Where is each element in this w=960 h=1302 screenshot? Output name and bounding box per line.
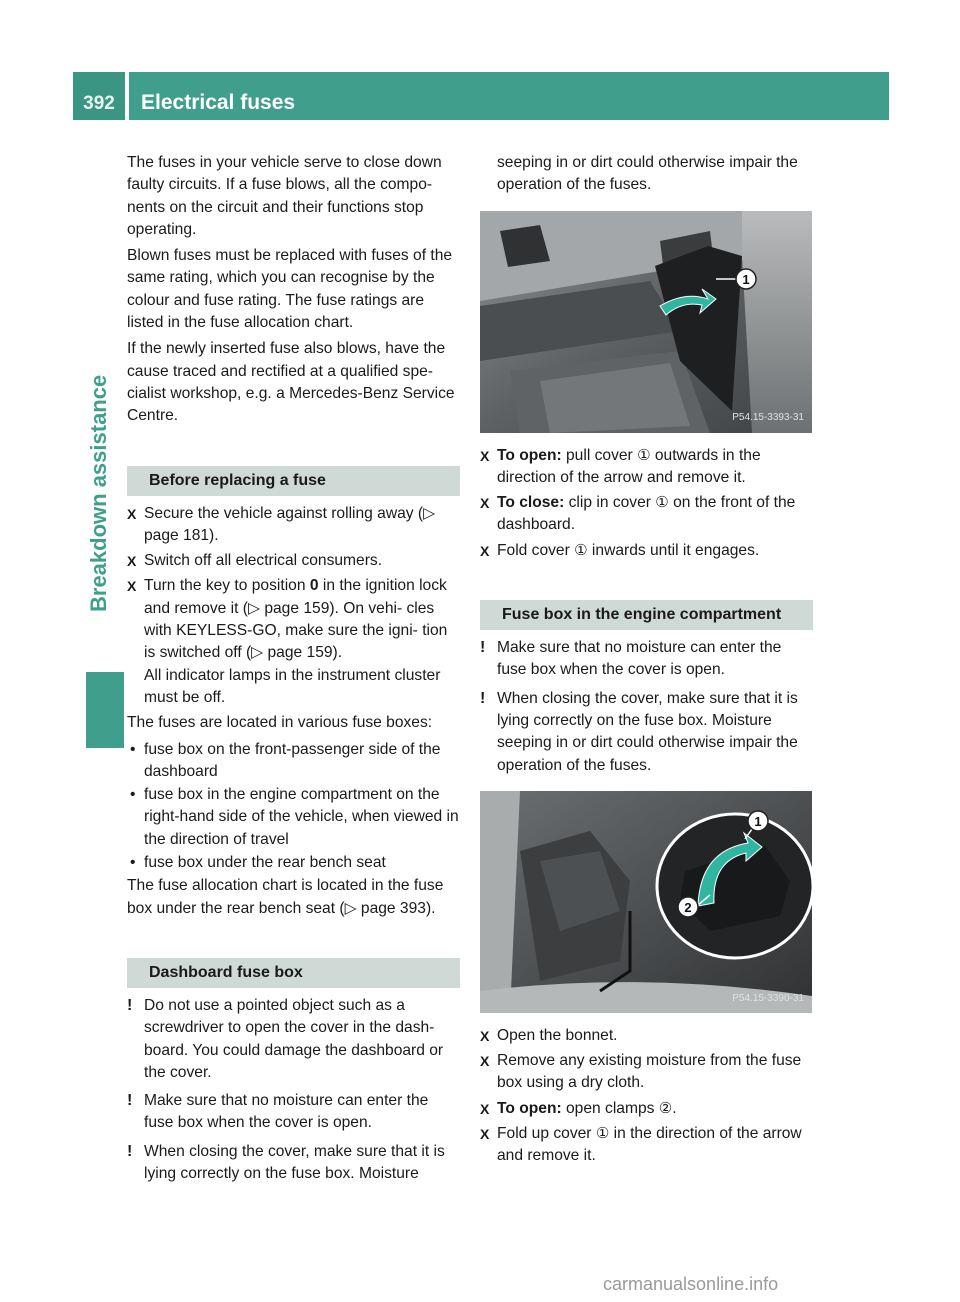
callout-1: 1 [754,813,762,829]
engine-fuse-box-photo [480,791,812,1013]
step-item: X Switch off all electrical consumers. [127,550,460,572]
header-divider [125,72,129,120]
warning-icon: ! [480,639,486,657]
step-note: All indicator lamps in the instrument cluster must be off. [144,666,441,706]
left-column [127,152,460,1190]
side-tab [86,374,116,642]
bullet-dot-icon: • [130,740,136,758]
step-item: X Turn the key to position 0 in the ignition lock and remove it (▷ page 159). On vehi- cles with KEYLESS-GO, make sure the igni- tion is switched off (▷ page 159). All indicator lamps in the instrument cluster must be off. [127,575,460,709]
step-arrow-icon: X [480,1100,490,1117]
step-arrow-icon: X [480,1027,490,1044]
dashboard-fuse-box-photo [480,211,812,433]
intro-paragraph: The fuses in your vehicle serve to close down faulty circuits. If a fuse blows, all the compo- nents on the circuit and their functions stop operating. [127,154,442,238]
warning-item: ! Make sure that no moisture can enter the fuse box when the cover is open. [127,1092,429,1132]
warning-icon: ! [127,1142,133,1160]
step-item: X Fold cover ① inwards until it engages. [480,540,813,562]
step-arrow-icon: X [127,505,137,522]
warning-item: ! Do not use a pointed object such as a screwdriver to open the cover in the dash- board. You could damage the dashboard or the cover. [127,996,444,1081]
figure-code: P54.15-3393-31 [732,412,804,424]
step-item: X Secure the vehicle against rolling away (▷ page 181). [127,504,436,544]
warning-item: ! Make sure that no moisture can enter the fuse box when the cover is open. [480,639,782,679]
page-number: 392 [73,72,125,120]
step-item: X To open: pull cover ① outwards in the direction of the arrow and remove it. [480,446,761,486]
step-arrow-icon: X [480,1053,490,1070]
allocation-note: The fuse allocation chart is located in the fuse box under the rear bench seat (▷ page 393). [127,877,444,917]
continued-text: seeping in or dirt could otherwise impair the operation of the fuses. [497,154,798,194]
list-item: • fuse box on the front-passenger side of the dashboard [130,740,441,780]
step-item: X Open the bonnet. [480,1025,813,1047]
figure-code: P54.15-3390-31 [732,992,804,1004]
side-tab-label: Breakdown assistance [86,374,111,612]
intro-paragraph: Blown fuses must be replaced with fuses of the same rating, which you can recognise by the colour and fuse rating. The fuse ratings are listed in the fuse allocation chart. [127,247,453,332]
locations-intro: The fuses are located in various fuse boxes: [127,714,433,732]
section-heading-engine-fuse-box: Fuse box in the engine compartment [480,600,813,630]
section-heading-dashboard-fuse-box: Dashboard fuse box [127,958,460,988]
step-arrow-icon: X [480,447,490,464]
step-item: X Fold up cover ① in the direction of the arrow and remove it. [480,1125,802,1165]
step-arrow-icon: X [127,553,137,570]
step-item: X To open: open clamps ②. [480,1098,813,1120]
bullet-dot-icon: • [130,786,136,804]
section-heading-before-replacing: Before replacing a fuse [127,466,460,496]
list-item: • fuse box under the rear bench seat [127,852,460,874]
step-item: X To close: clip in cover ① on the front of the dashboard. [480,494,796,534]
intro-paragraph: If the newly inserted fuse also blows, have the cause traced and rectified at a qualified spe- cialist workshop, e.g. a Mercedes-Benz Service Centre. [127,340,455,425]
list-item: • fuse box in the engine compartment on the right-hand side of the vehicle, when viewed in the direction of travel [130,786,459,848]
step-arrow-icon: X [127,578,137,595]
step-arrow-icon: X [480,1126,490,1143]
side-tab-block [86,672,124,748]
step-arrow-icon: X [480,495,490,512]
warning-icon: ! [127,1092,133,1110]
step-item: X Remove any existing moisture from the fuse box using a dry cloth. [480,1052,802,1092]
bullet-dot-icon: • [130,854,136,872]
step-arrow-icon: X [480,542,490,559]
warning-icon: ! [480,689,486,707]
callout-1: 1 [742,271,750,287]
warning-item: ! When closing the cover, make sure that it is lying correctly on the fuse box. Moisture seeping in or dirt could otherwise impair the operation of the fuses. [480,689,798,774]
callout-2: 2 [684,899,692,915]
warning-item: ! When closing the cover, make sure that it is lying correctly on the fuse box. Moisture [127,1142,445,1182]
warning-icon: ! [127,996,133,1014]
watermark: carmanualsonline.info [603,1274,779,1294]
page-title: Electrical fuses [141,91,296,114]
right-column [480,152,813,1171]
